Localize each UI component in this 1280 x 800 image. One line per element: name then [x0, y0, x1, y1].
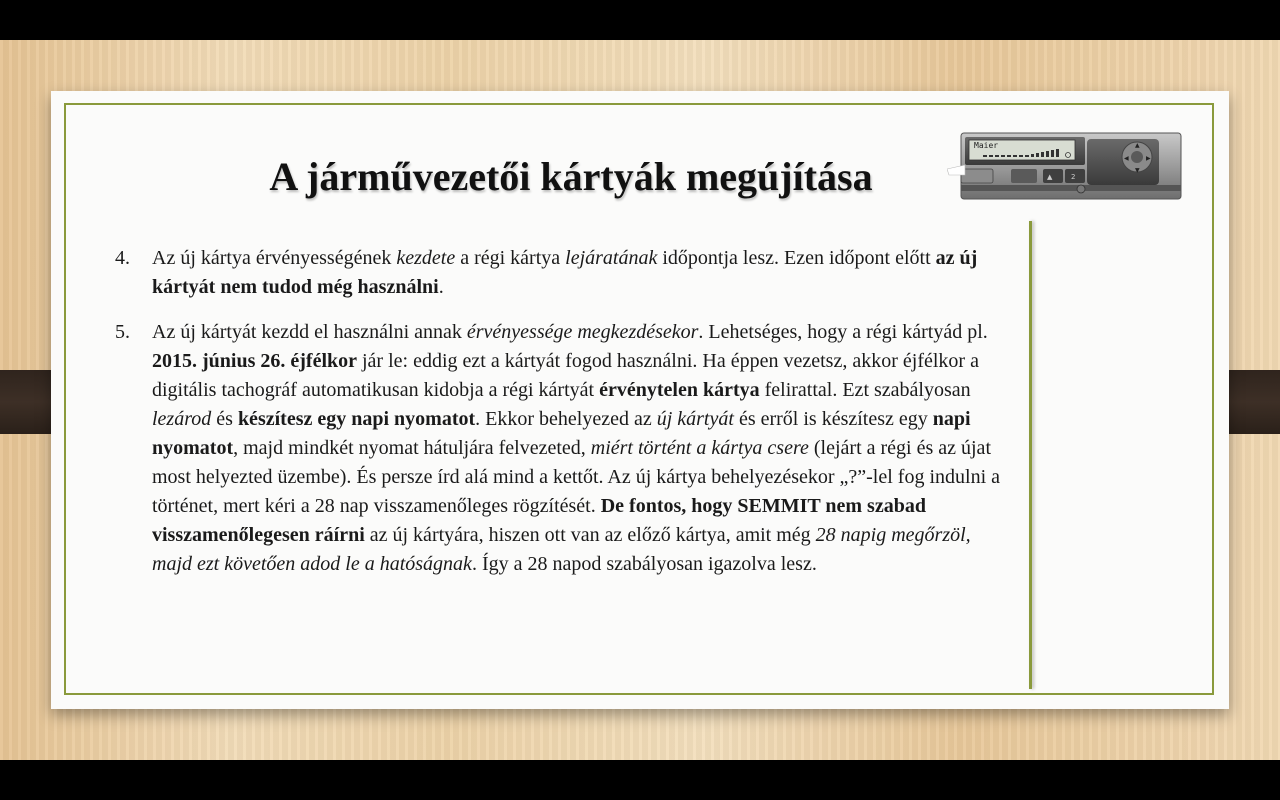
text-segment: miért történt a kártya csere: [590, 437, 809, 459]
text-segment: . Így a 28 napod szabályosan igazolva lesz.: [471, 553, 817, 575]
tachograph-image: [947, 131, 1183, 203]
text-segment: . Ekkor behelyezed az: [475, 408, 657, 430]
text-segment: a régi kártya: [455, 247, 566, 269]
vertical-divider: [1029, 221, 1032, 689]
svg-text:2: 2: [1071, 173, 1076, 181]
text-segment: érvényessége megkezdésekor: [466, 321, 699, 343]
text-segment: napi nyomatot: [152, 408, 971, 459]
text-segment: az új kártyát nem tudod még használni: [152, 247, 978, 298]
text-segment: lezárod: [152, 408, 212, 430]
slide-card: [51, 91, 1229, 709]
svg-text:▼: ▼: [1135, 167, 1140, 174]
text-segment: (lejárt a régi és az újat most helyezted üzembe). És persze írd alá mind a kettőt. Az új kártya behelyezésekor „?”-lel fog indulni a történet, mert kéri a 28 nap visszamenőleges rögzítését.: [152, 437, 1000, 517]
text-segment: Az új kártya érvényességének: [152, 247, 397, 269]
item-number: 4.: [115, 247, 130, 269]
svg-text:◀: ◀: [1124, 155, 1129, 162]
slide-background: [0, 40, 1280, 760]
text-segment: érvénytelen kártya: [599, 379, 760, 401]
list-item: [115, 244, 1005, 302]
list-item: [115, 318, 1005, 579]
item-text: [152, 321, 1000, 575]
text-segment: az új kártyára, hiszen ott van az előző kártya, amit még: [364, 524, 816, 546]
text-segment: időpontja lesz. Ezen időpont előtt: [657, 247, 936, 269]
text-segment: .: [438, 276, 444, 298]
text-segment: lejáratának: [565, 247, 658, 269]
text-segment: és erről is készítesz egy: [733, 408, 933, 430]
item-text: [152, 247, 977, 298]
text-segment: , majd mindkét nyomat hátuljára felvezeted,: [233, 437, 591, 459]
text-segment: kezdete: [396, 247, 456, 269]
text-segment: 2015. június 26. éjfélkor: [152, 350, 357, 372]
text-segment: Az új kártyát kezdd el használni annak: [152, 321, 467, 343]
svg-text:▲: ▲: [1047, 173, 1053, 181]
svg-text:▶: ▶: [1146, 155, 1151, 162]
slide-title: A járművezetői kártyák megújítása: [269, 154, 873, 199]
item-list: [115, 244, 1005, 595]
text-segment: és: [211, 408, 238, 430]
text-segment: jár le: eddig ezt a kártyát fogod használni. Ha éppen vezetsz, akkor éjfélkor a digitális tachográf automatikusan kidobja a régi kártyát: [152, 350, 979, 401]
text-segment: . Lehetséges, hogy a régi kártyád pl.: [698, 321, 988, 343]
text-segment: 28 napig megőrzöl, majd ezt követően adod le a hatóságnak: [152, 524, 971, 575]
text-segment: készítesz egy napi nyomatot: [237, 408, 476, 430]
text-segment: felirattal. Ezt szabályosan: [759, 379, 971, 401]
text-segment: új kártyát: [656, 408, 734, 430]
text-segment: De fontos, hogy SEMMIT nem szabad visszamenőlegesen ráírni: [152, 495, 926, 546]
svg-text:▲: ▲: [1135, 142, 1140, 149]
item-number: 5.: [115, 321, 130, 343]
device-display-text: Maier: [974, 141, 999, 150]
